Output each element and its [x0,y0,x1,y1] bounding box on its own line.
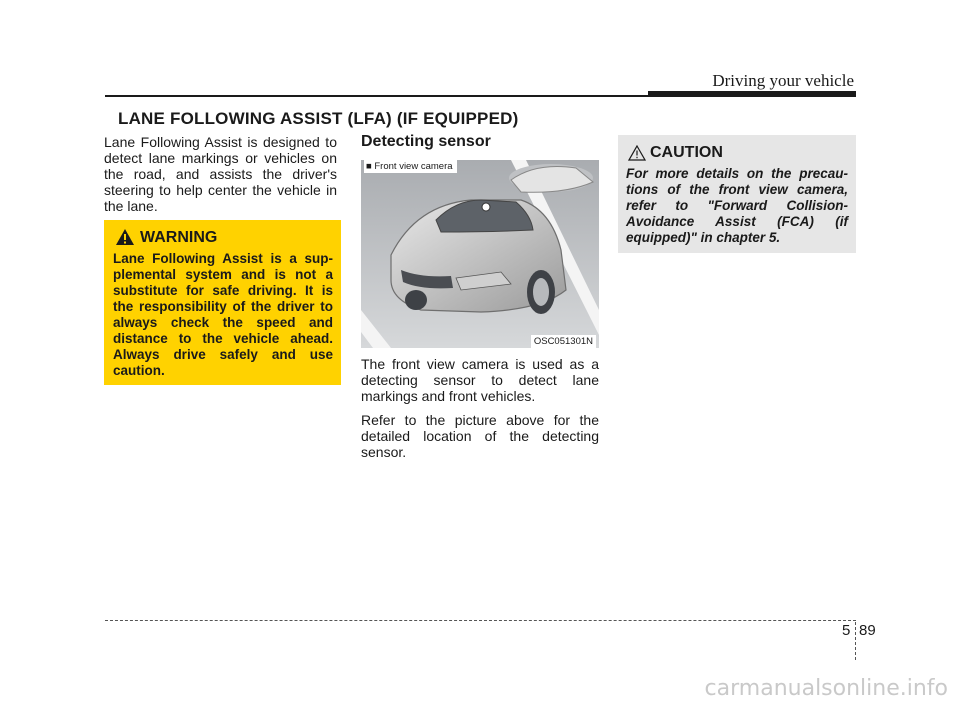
figure-code: OSC051301N [531,335,596,348]
warning-title: WARNING [140,229,218,246]
detecting-sensor-paragraph-1: The front view camera is used as a detecting sensor to detect lane markings and front vehicles. [361,356,599,404]
footer-divider [855,622,856,660]
detecting-sensor-column [361,356,599,468]
caution-text: For more details on the precau-tions of the front view camera, refer to "Forward Collision-Avoidance Assist (FCA) (if equipped)" in chapter 5. [626,166,848,245]
warning-triangle-icon [115,228,135,246]
detecting-sensor-paragraph-2: Refer to the picture above for the detailed location of the detecting sensor. [361,412,599,460]
warning-text: Lane Following Assist is a sup-plemental system and is not a substitute for safe driving. It is the responsibility of the driver to always check the speed and distance to the vehicle ahead. Always drive safely and use caution. [113,251,333,378]
watermark: carmanualsonline.info [704,676,948,701]
figure-label: ■ Front view camera [364,160,457,173]
header-rule-accent [648,91,856,97]
footer-rule [105,620,856,621]
caution-triangle-icon [628,145,646,161]
front-camera-figure [361,160,599,348]
intro-paragraph: Lane Following Assist is designed to detect lane markings or vehicles on the road, and assists the driver's steering to help center the vehicle in the lane. [104,134,337,214]
detecting-sensor-heading: Detecting sensor [361,133,491,150]
footer-section-number: 5 [842,622,851,639]
car-illustration [361,160,599,348]
header-rule [105,95,648,97]
intro-column [104,134,337,222]
section-title: LANE FOLLOWING ASSIST (LFA) (IF EQUIPPED) [118,109,519,128]
chapter-title: Driving your vehicle [712,71,854,90]
footer-page-number: 89 [859,622,876,639]
caution-title: CAUTION [650,144,723,161]
